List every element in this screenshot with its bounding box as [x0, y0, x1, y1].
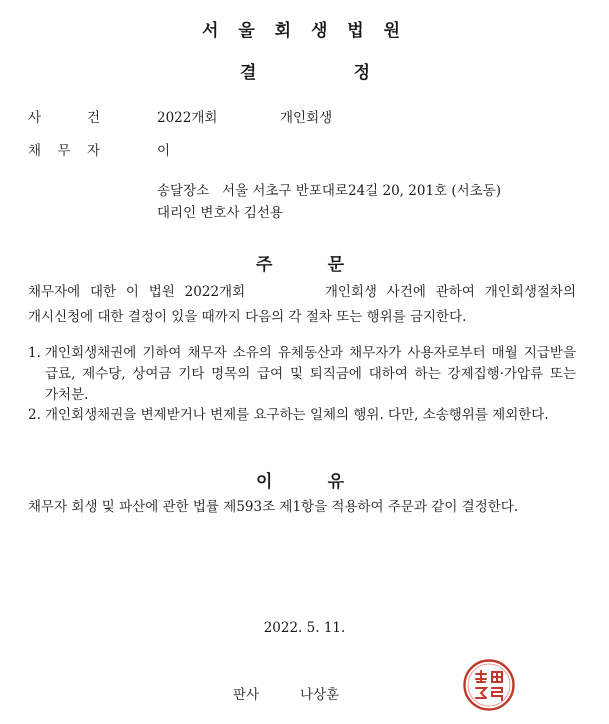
order-intro-part1: 채무자에 대한 이 법원 2022개회 — [28, 284, 246, 300]
case-label-char: 사 — [28, 110, 42, 126]
delivery-label: 송달장소 — [157, 183, 210, 199]
order-heading-char: 문 — [327, 255, 344, 275]
debtor-label — [28, 139, 100, 159]
order-item — [28, 343, 576, 406]
order-item-number: 2. — [28, 407, 41, 423]
order-item-text: 개인회생채권에 기하여 채무자 소유의 유체동산과 채무자가 사용자로부터 매월 지급받을 급료, 제수당, 상여금 기타 명목의 급여 및 퇴직금에 대하여 하는 강제집행·가압류 또는 가처분. — [45, 345, 576, 403]
case-label — [28, 106, 100, 126]
case-number: 2022개회 — [157, 110, 218, 126]
decision-date: 2022. 5. 11. — [263, 620, 346, 636]
document-type-char-1: 결 — [240, 63, 257, 83]
reason-text: 채무자 회생 및 파산에 관한 법률 제593조 제1항을 적용하여 주문과 같이 결정한다. — [28, 499, 519, 515]
judge-title: 판사 — [233, 687, 260, 703]
debtor-label-char: 자 — [86, 143, 100, 159]
order-intro — [28, 280, 576, 330]
debtor-label-char: 무 — [57, 143, 71, 159]
court-name: 서 울 회 생 법 원 — [201, 21, 408, 41]
judge-seal-stamp — [462, 658, 516, 712]
debtor-name: 이 — [157, 143, 171, 159]
order-item-number: 1. — [28, 345, 41, 361]
order-intro-part2: 개인회생 사건에 관하여 개인회생절차의 개시신청에 대한 결정이 있을 때까지 다음의 각 절차 또는 행위를 금지한다. — [28, 284, 576, 325]
document-type-title — [240, 58, 370, 83]
judge-name: 나상훈 — [300, 687, 340, 703]
reason-heading — [256, 467, 344, 492]
reason-heading-char: 이 — [256, 472, 273, 492]
delivery-address: 서울 서초구 반포대로24길 20, 201호 (서초동) — [222, 183, 502, 199]
order-heading — [256, 250, 344, 275]
order-heading-char: 주 — [256, 255, 273, 275]
order-item — [28, 405, 576, 426]
case-label-char: 건 — [86, 110, 100, 126]
debtor-label-char: 채 — [28, 143, 42, 159]
agent-lawyer: 대리인 변호사 김선용 — [157, 205, 283, 221]
reason-heading-char: 유 — [327, 472, 344, 492]
case-name: 개인회생 — [280, 110, 333, 126]
order-item-text: 개인회생채권을 변제받거나 변제를 요구하는 일체의 행위. 다만, 소송행위를 제외한다. — [45, 407, 549, 423]
delivery-address-line — [157, 179, 501, 199]
document-type-char-2: 정 — [353, 63, 370, 83]
